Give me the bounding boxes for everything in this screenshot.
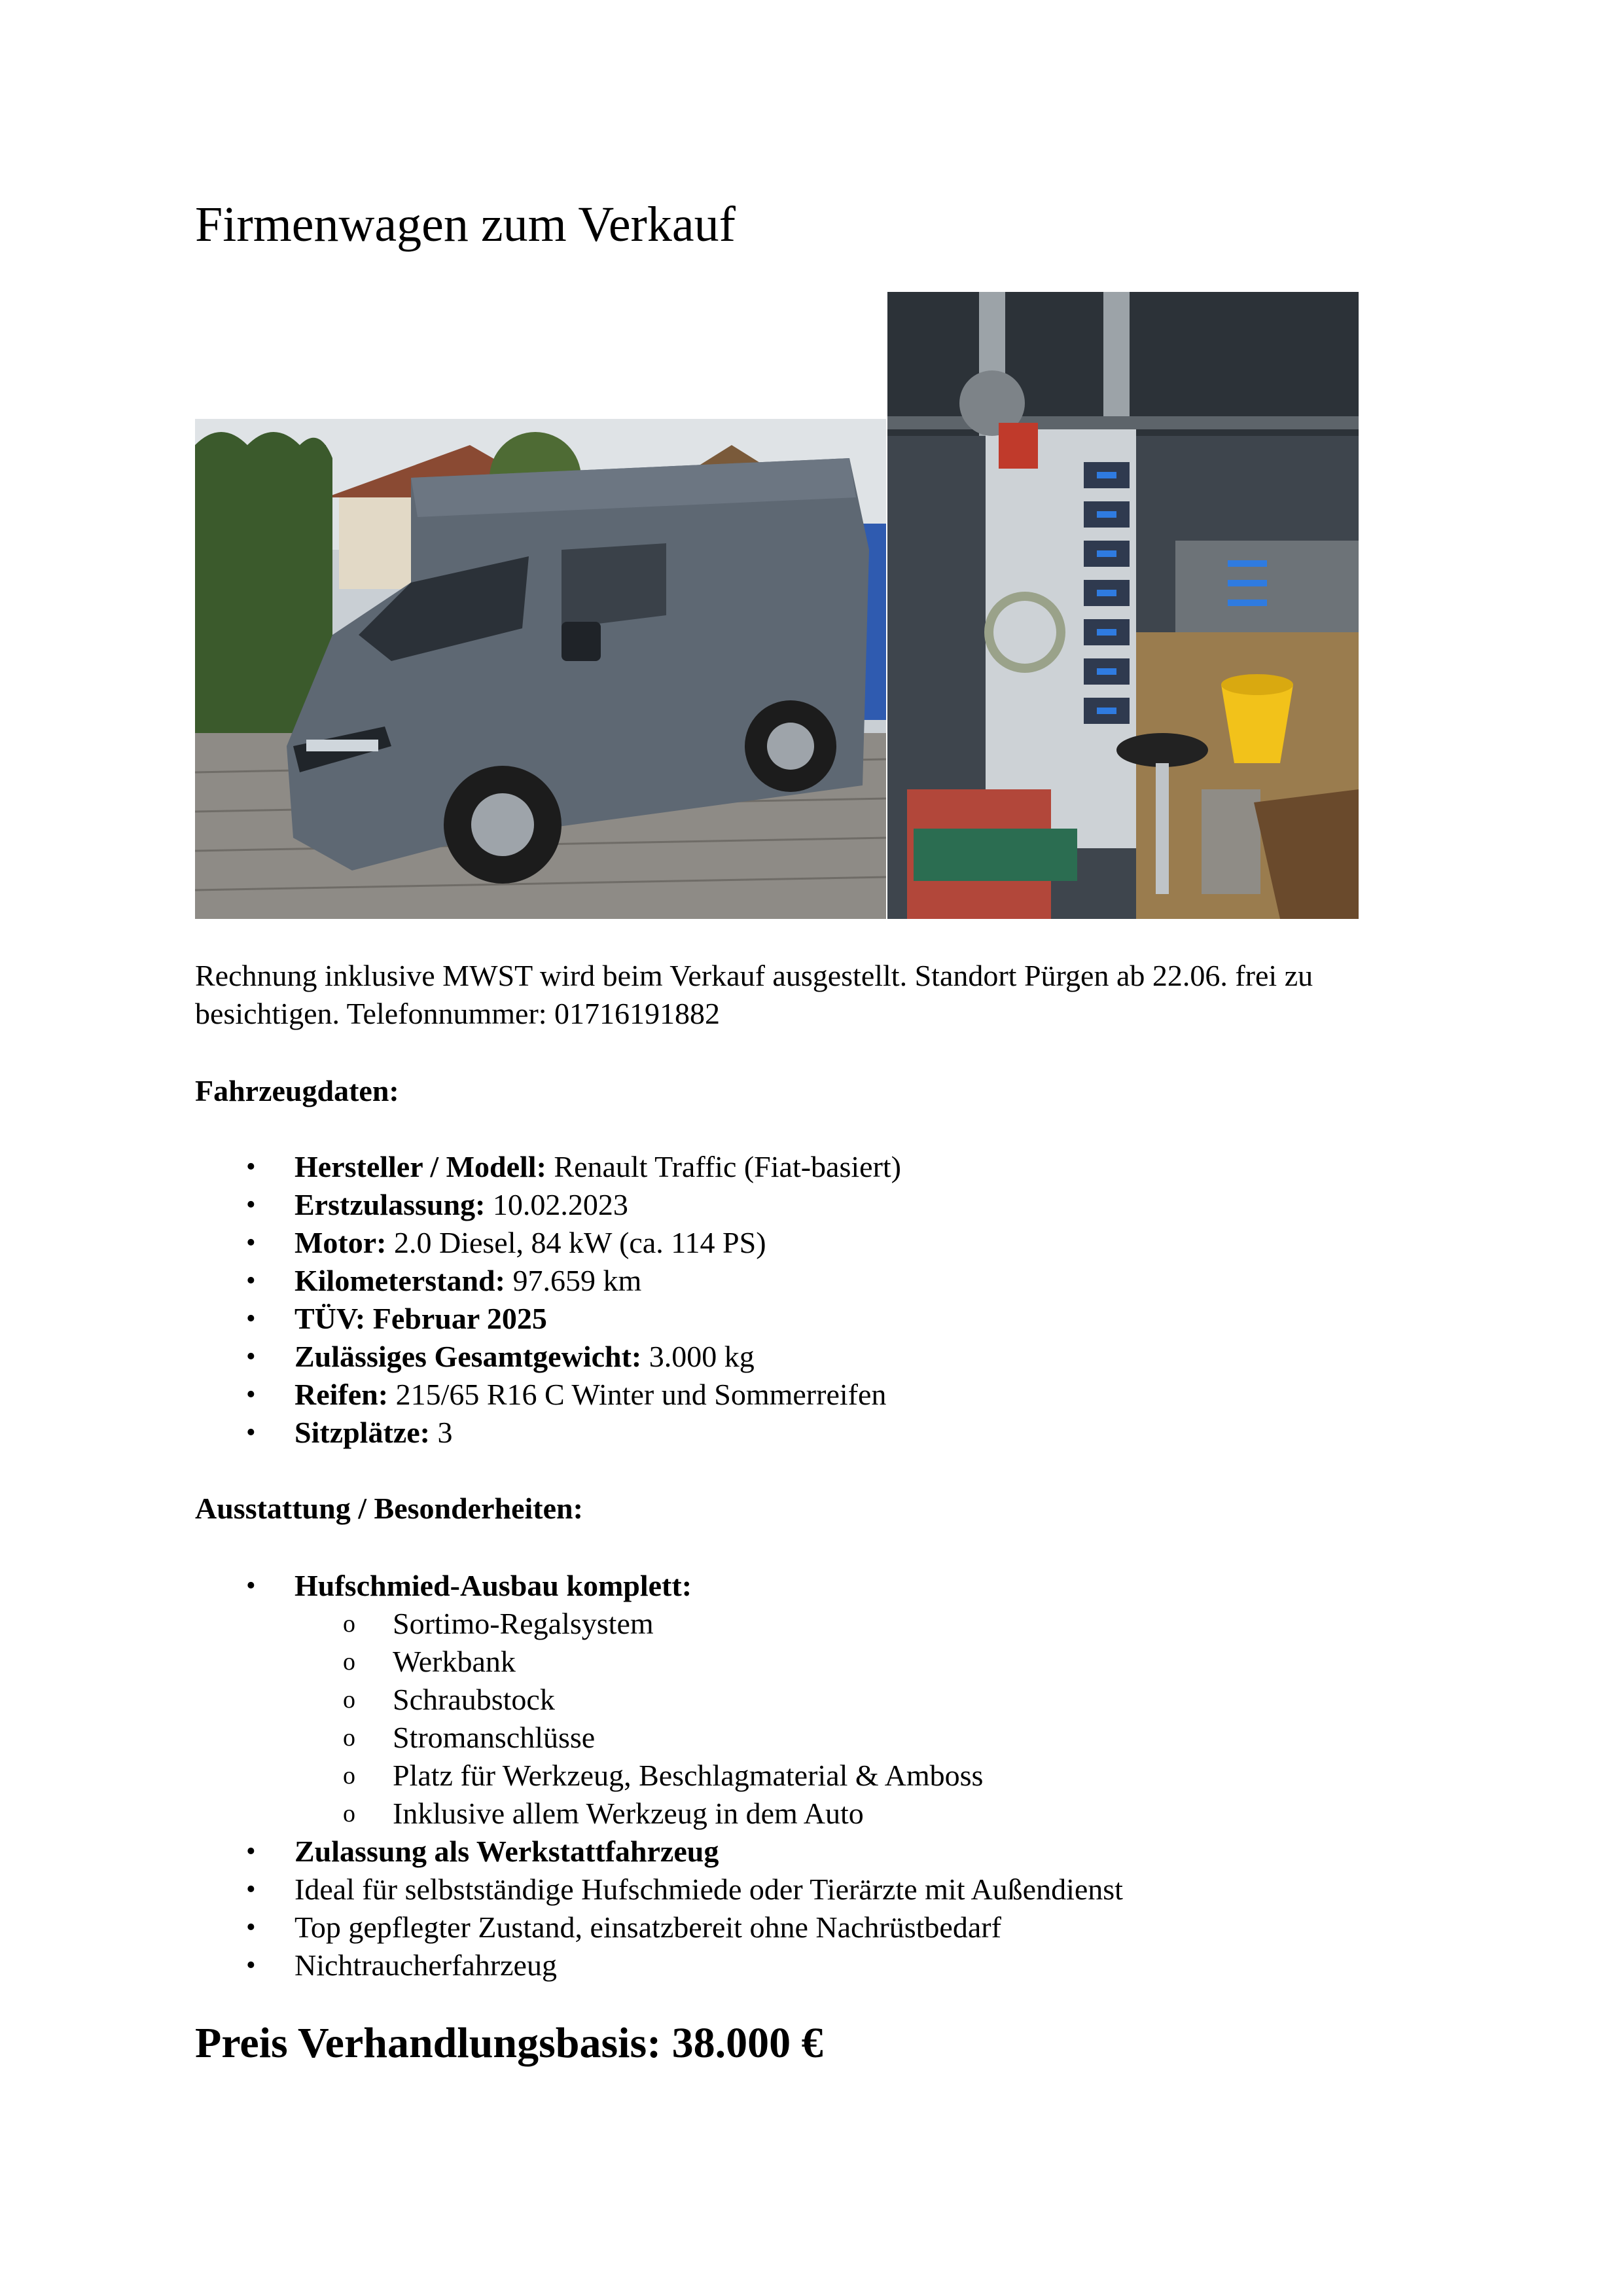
item-label: Hufschmied-Ausbau komplett: [294, 1569, 692, 1602]
sublist-item: o Schraubstock [195, 1681, 1123, 1719]
item-label: Erstzulassung: [294, 1188, 486, 1221]
item-value: 3 [429, 1416, 453, 1449]
list-item: • Ideal für selbstständige Hufschmiede oder Tierärzte mit Außendienst [195, 1871, 1123, 1909]
ausbau-sublist [294, 1605, 1123, 1833]
list-item [195, 1414, 901, 1452]
item-value: 97.659 km [505, 1264, 642, 1297]
list-item [195, 1833, 1123, 1871]
list-item [195, 1300, 901, 1338]
van-interior-image [887, 292, 1359, 919]
item-label: TÜV: Februar 2025 [294, 1302, 547, 1335]
item-label: Motor: [294, 1226, 387, 1259]
item-label: Zulässiges Gesamtgewicht: [294, 1340, 642, 1373]
item-value: 3.000 kg [641, 1340, 755, 1373]
price-heading: Preis Verhandlungsbasis: 38.000 € [195, 2019, 823, 2067]
sublist-item: o Inklusive allem Werkzeug in dem Auto [195, 1795, 1123, 1833]
list-item [195, 1186, 901, 1224]
list-item [195, 1148, 901, 1186]
list-item: • Nichtraucherfahrzeug [195, 1946, 1123, 1984]
item-label: Hersteller / Modell: [294, 1150, 546, 1183]
item-label: Sitzplätze: [294, 1416, 430, 1449]
sublist-item: o Stromanschlüsse [195, 1719, 1123, 1757]
list-item [195, 1224, 901, 1262]
list-item [195, 1338, 901, 1376]
sublist-item: o Sortimo-Regalsystem [195, 1605, 1123, 1643]
ausstattung-list [195, 1567, 1123, 1984]
item-label: Zulassung als Werkstattfahrzeug [294, 1835, 719, 1868]
list-item [195, 1262, 901, 1300]
list-item [195, 1376, 901, 1414]
fahrzeugdaten-list [195, 1148, 901, 1452]
sublist-item: o Werkbank [195, 1643, 1123, 1681]
page-title: Firmenwagen zum Verkauf [195, 197, 736, 252]
section-heading-ausstattung: Ausstattung / Besonderheiten: [195, 1492, 583, 1525]
intro-text: Rechnung inklusive MWST wird beim Verkauf ausgestellt. Standort Pürgen ab 22.06. frei zu besichtigen. Telefonnummer: 01716191882 [195, 959, 1313, 1030]
item-value: 2.0 Diesel, 84 kW (ca. 114 PS) [386, 1226, 766, 1259]
van-exterior-image [195, 419, 886, 919]
item-label: Reifen: [294, 1378, 389, 1411]
item-value: 215/65 R16 C Winter und Sommerreifen [388, 1378, 887, 1411]
van-interior-photo [887, 292, 1359, 919]
sublist-item: o Platz für Werkzeug, Beschlagmaterial & Amboss [195, 1757, 1123, 1795]
item-value: 10.02.2023 [485, 1188, 628, 1221]
section-heading-fahrzeugdaten: Fahrzeugdaten: [195, 1074, 399, 1107]
item-value: Renault Traffic (Fiat-basiert) [546, 1150, 901, 1183]
list-item [195, 1567, 1123, 1833]
list-item: • Top gepflegter Zustand, einsatzbereit ohne Nachrüstbedarf [195, 1909, 1123, 1946]
van-exterior-photo [195, 419, 886, 919]
item-label: Kilometerstand: [294, 1264, 505, 1297]
